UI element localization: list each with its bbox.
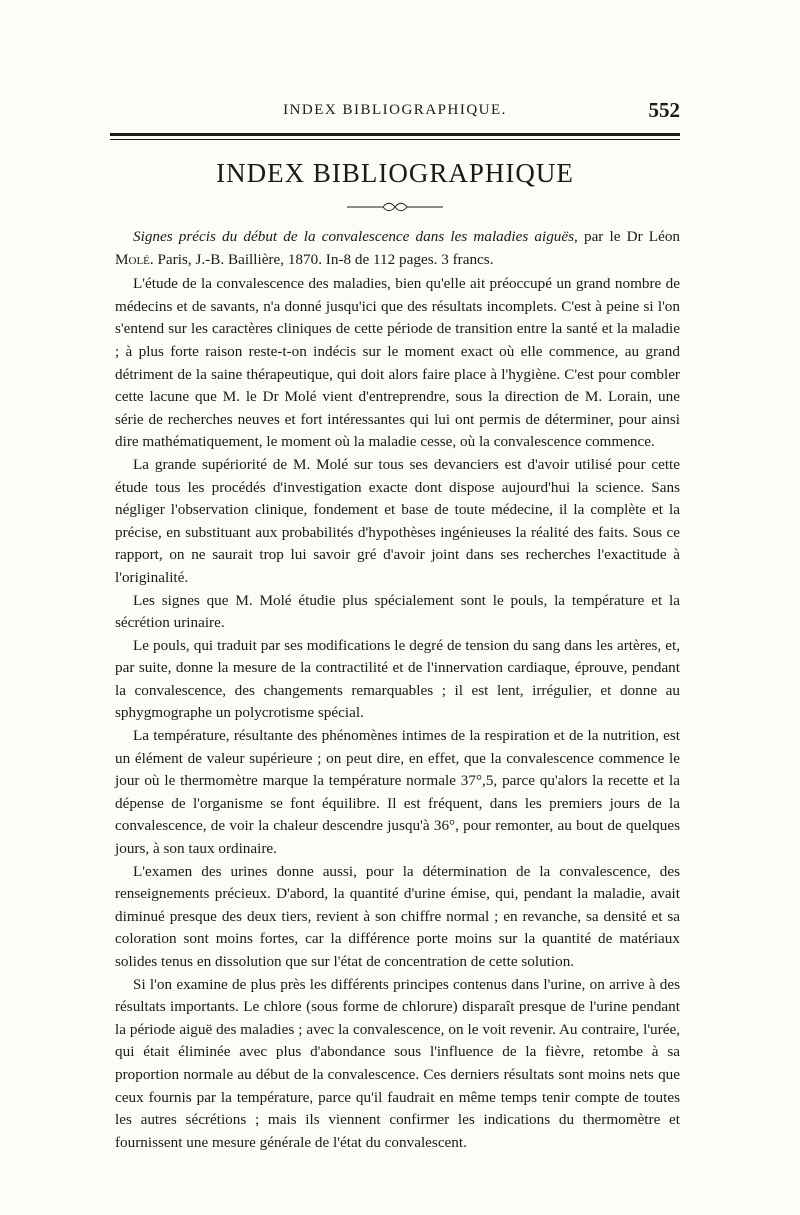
paragraph-urine-principles: Si l'on examine de plus près les différents principes contenus dans l'urine, on arrive à des résultats importants. Le chlore (sous forme de chlorure) disparaît presque de l'urine pendant la période aiguë des maladies ; avec la convalescence, on le voit revenir. Au contraire, l'urée, qui était éliminée avec plus d'abondance sous l'influence de la fièvre, retombe à sa proportion normale au début de la convalescence. Ces derniers résultats sont moins nets que ceux fournis par la température, parce qu'il faudrait en même temps tenir compte de toutes les autres sécrétions ; mais ils viennent confirmer les indications du thermomètre et fournissent une mesure générale de l'état du convalescent. [115,975,680,1151]
header-rule-thin [110,139,680,140]
citation-title: Signes précis du début de la convalescence dans les maladies aiguës [133,228,575,245]
citation-publication: . Paris, J.-B. Baillière, 1870. In-8 de 112 pages. 3 francs. [149,250,494,268]
paragraph-method: La grande supériorité de M. Molé sur tous ses devanciers est d'avoir utilisé pour cette étude tous les procédés d'investigation exacte dont dispose aujourd'hui la science. Sans négliger l'observation clinique, fondement et base de toute médecine, il la complète et la précise, en substituant aux probabilités d'hypothèses ingénieuses la réalité des faits. Sous ce rapport, on ne saurait trop lui savoir gré d'avoir joint dans ses recherches l'exactitude à l'originalité. [115,455,680,586]
citation [115,226,680,271]
text-body [115,226,680,1154]
running-header [110,100,680,124]
paragraph-signs: Les signes que M. Molé étudie plus spécialement sont le pouls, la température et la sécrétion urinaire. [115,591,680,632]
header-rule-thick [110,133,680,136]
paragraph-temperature: La température, résultante des phénomènes intimes de la respiration et de la nutrition, est un élément de valeur supérieure ; on peut dire, en effet, que la convalescence commence le jour où le thermomètre marque la température normale 37°,5, parce qu'alors la recette et la dépense de l'organisme se font équilibre. Il est fréquent, dans les premiers jours de la convalescence, de voir la chaleur descendre jusqu'à 36°, pour remonter, au bout de quelques jours, à son taux ordinaire. [115,727,680,858]
section-title: INDEX BIBLIOGRAPHIQUE [216,158,574,188]
paragraph-intro: L'étude de la convalescence des maladies, bien qu'elle ait préoccupé un grand nombre de médecins et de savants, n'a donné jusqu'ici que des résultats incomplets. C'est à peine si l'on s'entend sur les caractères cliniques de cette période de transition entre la santé et la maladie ; à plus forte raison reste-t-on indécis sur le moment exact où elle commence, au grand détriment de la saine thérapeutique, qui doit alors faire place à l'hygiène. C'est pour combler cette lacune que M. le Dr Molé vient d'entreprendre, sous la direction de M. Lorain, une série de recherches neuves et fort intéressantes qui lui ont permis de déterminer, pour ainsi dire mathématiquement, le moment où la maladie cesse, où la convalescence commence. [115,275,680,451]
citation-author-name: Molé [115,250,150,268]
citation-author-prefix: Dr Léon [626,228,681,245]
paragraph-urine: L'examen des urines donne aussi, pour la détermination de la convalescence, des renseignements précieux. D'abord, la quantité d'urine émise, qui, pendant la maladie, avait diminué presque des deux tiers, revient à son chiffre normal ; en revanche, sa densité et sa coloration sont moins fortes, car la différence porte moins sur la quantité de matériaux solides tenus en dissolution que sur l'état de concentration de cette solution. [115,862,680,970]
title-ornament [345,200,445,214]
paragraph-pulse: Le pouls, qui traduit par ses modifications le degré de tension du sang dans les artères, et, par suite, donne la mesure de la contractilité et de l'innervation cardiaque, éprouve, pendant la convalescence, des changements remarquables ; il est lent, irrégulier, et donne au sphygmographe un polycrotisme spécial. [115,636,680,722]
page-number: 552 [648,98,680,122]
running-title: INDEX BIBLIOGRAPHIQUE. [283,102,507,118]
citation-by: , par le [574,228,621,245]
